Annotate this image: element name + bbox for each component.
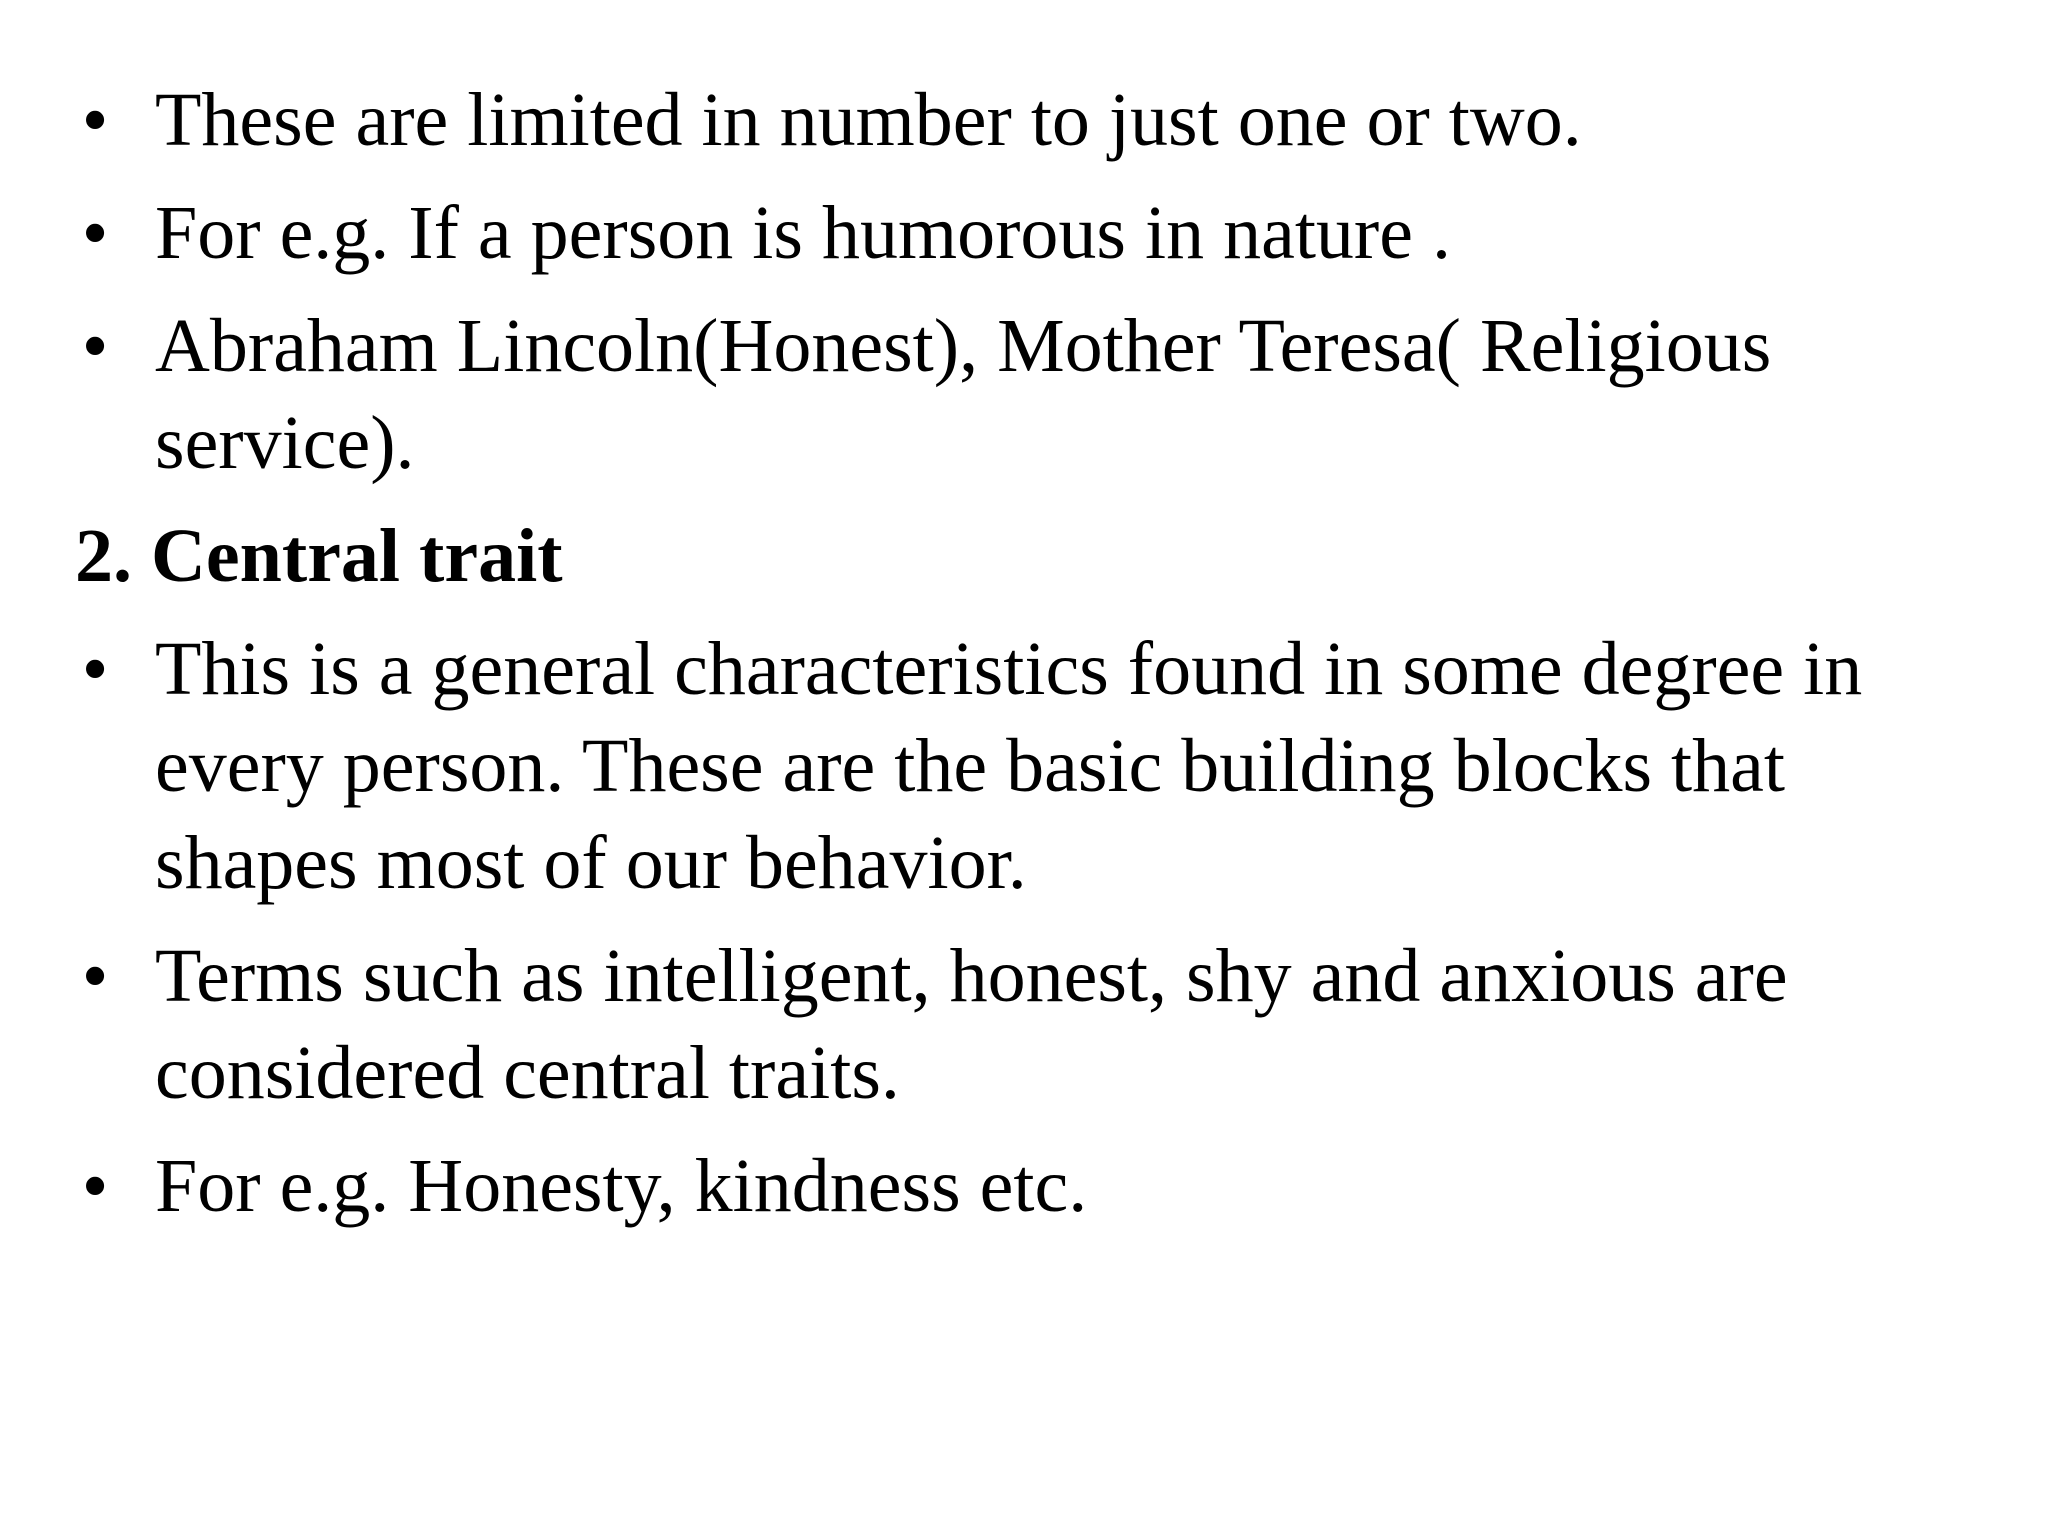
bullet-text: For e.g. Honesty, kindness etc. bbox=[155, 1144, 1088, 1228]
section-heading: 2. Central trait bbox=[75, 514, 563, 598]
bullet-dot-icon: • bbox=[81, 78, 109, 162]
bullet-text: These are limited in number to just one or two. bbox=[155, 78, 1582, 162]
bullet-text: Terms such as intelligent, honest, shy and anxious are considered central traits. bbox=[155, 934, 1788, 1115]
bullet-item bbox=[75, 298, 1995, 492]
bullet-item bbox=[75, 928, 1995, 1122]
bullet-item bbox=[75, 621, 1995, 912]
bullet-text: For e.g. If a person is humorous in nature . bbox=[155, 191, 1451, 275]
bullet-dot-icon: • bbox=[81, 627, 109, 711]
bullet-dot-icon: • bbox=[81, 1144, 109, 1228]
bullet-dot-icon: • bbox=[81, 934, 109, 1018]
bullet-item bbox=[75, 1138, 1995, 1235]
bullet-dot-icon: • bbox=[81, 191, 109, 275]
bullet-item bbox=[75, 185, 1995, 282]
slide-content bbox=[75, 72, 1995, 1235]
bullet-dot-icon: • bbox=[81, 304, 109, 388]
bullet-text: Abraham Lincoln(Honest), Mother Teresa( Religious service). bbox=[155, 304, 1772, 485]
bullet-item bbox=[75, 72, 1995, 169]
bullet-text: This is a general characteristics found in some degree in every person. These are the basic building blocks that shapes most of our behavior. bbox=[155, 627, 1863, 905]
